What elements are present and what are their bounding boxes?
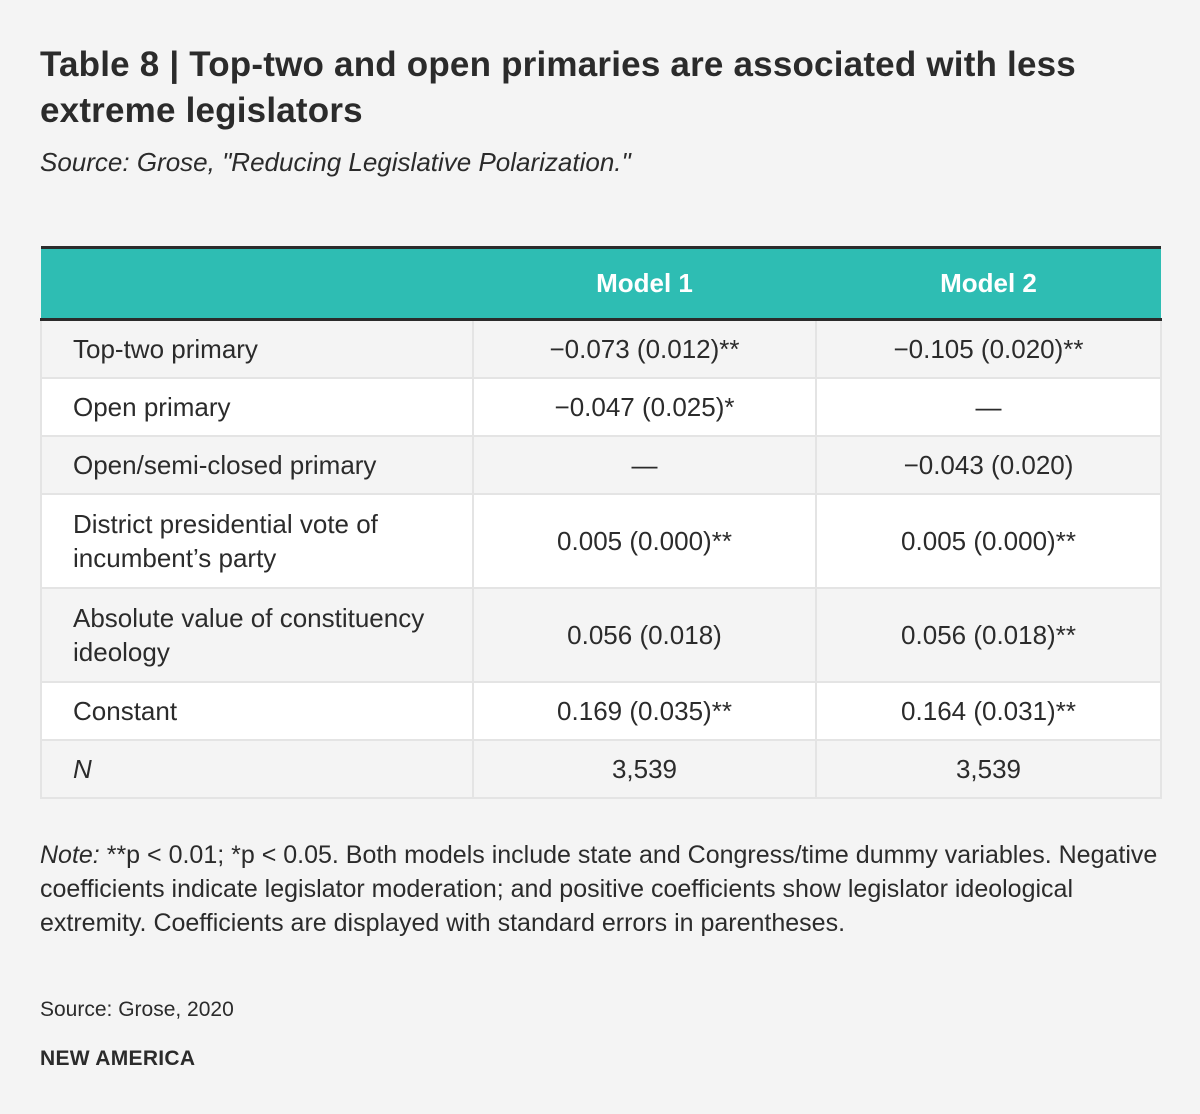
- model-1-value: 3,539: [473, 740, 816, 798]
- source-line: Source: Grose, 2020: [40, 998, 234, 1021]
- table-row: [41, 378, 1161, 436]
- row-label: District presidential vote of incumbent’s party: [41, 494, 473, 588]
- header-model-2: Model 2: [940, 268, 1037, 298]
- note-text: **p < 0.01; *p < 0.05. Both models include state and Congress/time dummy variables. Negative coefficients indicate legislator moderation; and positive coefficients show legislator ideological extremity. Coefficients are displayed with standard errors in parentheses.: [40, 841, 1158, 937]
- model-2-value: −0.043 (0.020): [816, 436, 1161, 494]
- model-2-value: —: [816, 378, 1161, 436]
- header-variable: [41, 248, 473, 320]
- row-label: Open/semi-closed primary: [41, 436, 473, 494]
- table-subtitle: Source: Grose, "Reducing Legislative Polarization.": [40, 147, 631, 177]
- table-note: [40, 838, 1160, 940]
- row-label: Open primary: [41, 378, 473, 436]
- row-label: Top-two primary: [41, 320, 473, 378]
- table-figure: [40, 42, 1160, 1070]
- model-1-value: −0.047 (0.025)*: [473, 378, 816, 436]
- table-title: Table 8 | Top-two and open primaries are associated with less extreme legislators: [40, 45, 1076, 130]
- table-row: [41, 494, 1161, 588]
- table-row: [41, 436, 1161, 494]
- table-row: [41, 320, 1161, 378]
- header-model-1: Model 1: [596, 268, 693, 298]
- note-prefix: Note:: [40, 841, 100, 869]
- model-1-value: —: [473, 436, 816, 494]
- model-2-value: 0.164 (0.031)**: [816, 682, 1161, 740]
- table-row: [41, 588, 1161, 682]
- model-1-value: 0.169 (0.035)**: [473, 682, 816, 740]
- model-2-value: −0.105 (0.020)**: [816, 320, 1161, 378]
- model-2-value: 0.005 (0.000)**: [816, 494, 1161, 588]
- model-2-value: 3,539: [816, 740, 1161, 798]
- table-header-row: [41, 248, 1161, 320]
- model-1-value: −0.073 (0.012)**: [473, 320, 816, 378]
- regression-table: [40, 246, 1162, 799]
- model-2-value: 0.056 (0.018)**: [816, 588, 1161, 682]
- row-label: N: [41, 740, 473, 798]
- row-label: Absolute value of constituency ideology: [41, 588, 473, 682]
- brand-wordmark: NEW AMERICA: [40, 1047, 196, 1070]
- table-row: [41, 740, 1161, 798]
- model-1-value: 0.005 (0.000)**: [473, 494, 816, 588]
- row-label: Constant: [41, 682, 473, 740]
- model-1-value: 0.056 (0.018): [473, 588, 816, 682]
- table-row: [41, 682, 1161, 740]
